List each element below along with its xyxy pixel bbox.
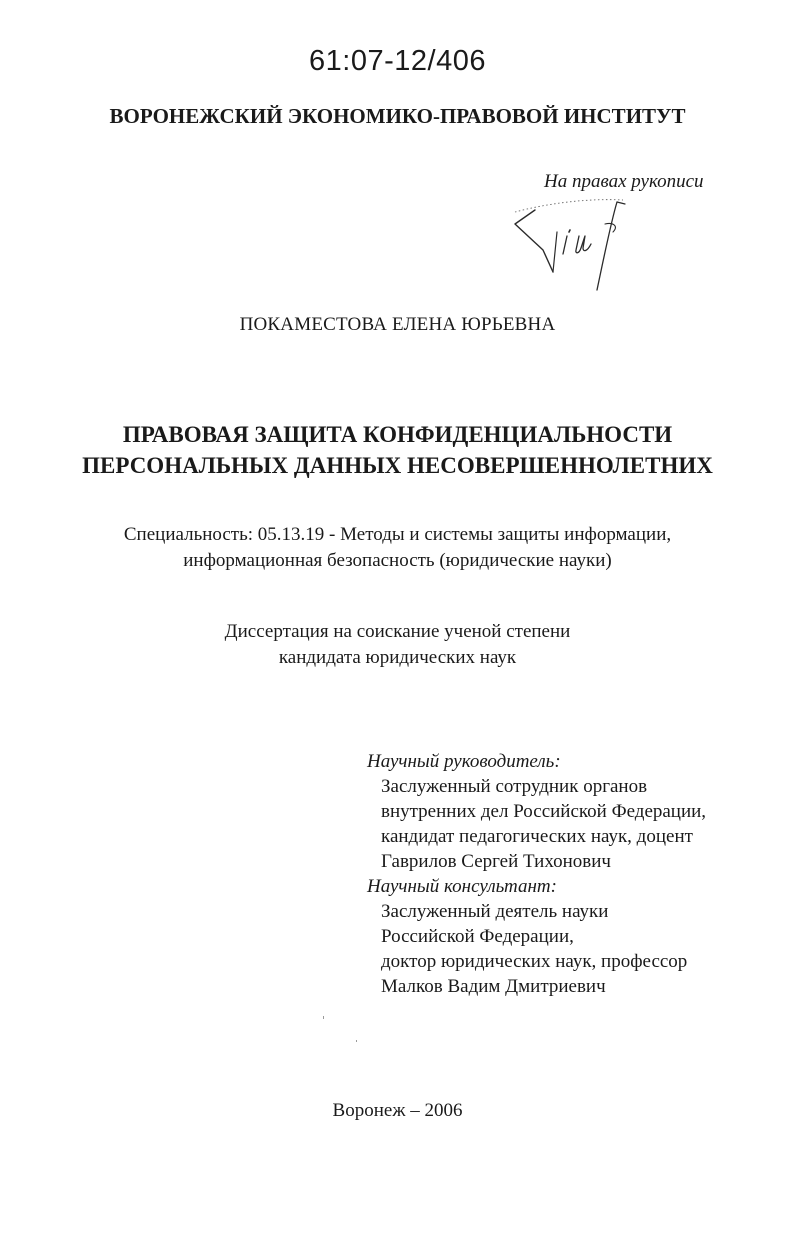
supervisor-line: кандидат педагогических наук, доцент [381,826,693,847]
specialty-line-2: информационная безопасность (юридические науки) [183,550,612,571]
degree-statement [0,619,795,671]
supervisor-line: внутренних дел Российской Федерации, [381,801,707,822]
consultant-name: Малков Вадим Дмитриевич [381,976,606,997]
consultant-line: Российской Федерации, [381,926,574,947]
supervisor-block [367,749,706,874]
consultant-role: Научный консультант: [367,876,557,897]
consultant-line: Заслуженный деятель науки [381,901,609,922]
degree-line-1: Диссертация на соискание ученой степени [224,621,571,642]
degree-line-2: кандидата юридических наук [278,647,517,668]
dissertation-title [0,419,795,481]
specialty-line-1: Специальность: 05.13.19 - Методы и системы защиты информации, [123,524,672,545]
consultant-line: доктор юридических наук, профессор [381,951,688,972]
title-line-2: ПЕРСОНАЛЬНЫХ ДАННЫХ НЕСОВЕРШЕННОЛЕТНИХ [82,453,713,478]
archive-code: 61:07-12/406 [309,45,486,77]
specialty [0,522,795,574]
supervisor-role: Научный руководитель: [367,751,561,772]
supervisor-line: Заслуженный сотрудник органов [381,776,648,797]
author-name: ПОКАМЕСТОВА ЕЛЕНА ЮРЬЕВНА [239,314,556,335]
scan-speck [356,1040,357,1042]
rights-note: На правах рукописи [544,171,704,192]
supervisor-name: Гаврилов Сергей Тихонович [381,851,611,872]
institute-name: ВОРОНЕЖСКИЙ ЭКОНОМИКО-ПРАВОВОЙ ИНСТИТУТ [109,104,686,128]
consultant-block [367,874,687,999]
place-year: Воронеж – 2006 [332,1100,463,1121]
scan-speck [323,1016,324,1019]
handwritten-signature-icon [505,192,645,297]
title-line-1: ПРАВОВАЯ ЗАЩИТА КОНФИДЕНЦИАЛЬНОСТИ [122,422,673,447]
